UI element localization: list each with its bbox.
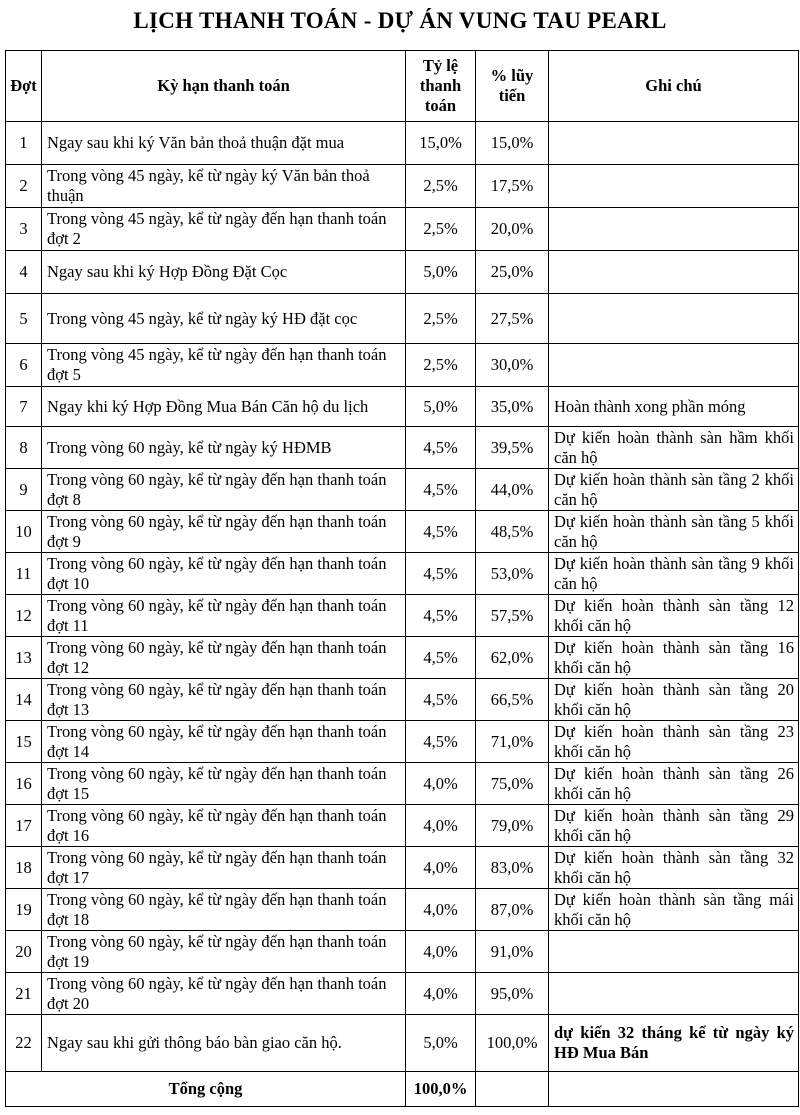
total-empty-cell [549, 1072, 799, 1107]
row-ky-han: Trong vòng 45 ngày, kể từ ngày ký Văn bản thoả thuận [42, 165, 406, 208]
table-row [6, 1015, 799, 1072]
row-ghi-chu: Dự kiến hoàn thành sàn tầng 20 khối căn hộ [549, 679, 799, 721]
row-ghi-chu: Dự kiến hoàn thành sàn hầm khối căn hộ [549, 427, 799, 469]
row-luy-tien: 39,5% [476, 427, 549, 469]
payment-schedule-table [5, 50, 799, 1107]
row-ky-han: Trong vòng 45 ngày, kể từ ngày ký HĐ đặt cọc [42, 294, 406, 344]
header-luy-tien: % lũy tiến [476, 51, 549, 122]
row-ty-le: 4,0% [406, 763, 476, 805]
row-dot: 20 [6, 931, 42, 973]
row-ty-le: 5,0% [406, 387, 476, 427]
row-ky-han: Trong vòng 60 ngày, kể từ ngày đến hạn thanh toán đợt 14 [42, 721, 406, 763]
table-row [6, 427, 799, 469]
table-row [6, 973, 799, 1015]
row-luy-tien: 71,0% [476, 721, 549, 763]
row-ky-han: Ngay sau khi ký Hợp Đồng Đặt Cọc [42, 251, 406, 294]
row-luy-tien: 15,0% [476, 122, 549, 165]
row-ky-han: Ngay sau khi gửi thông báo bàn giao căn hộ. [42, 1015, 406, 1072]
row-ky-han: Trong vòng 60 ngày, kể từ ngày đến hạn thanh toán đợt 17 [42, 847, 406, 889]
row-dot: 19 [6, 889, 42, 931]
row-luy-tien: 66,5% [476, 679, 549, 721]
row-ky-han: Trong vòng 60 ngày, kể từ ngày đến hạn thanh toán đợt 12 [42, 637, 406, 679]
row-ty-le: 5,0% [406, 1015, 476, 1072]
row-ghi-chu [549, 931, 799, 973]
table-row [6, 511, 799, 553]
row-ty-le: 4,5% [406, 553, 476, 595]
row-ghi-chu [549, 294, 799, 344]
row-luy-tien: 91,0% [476, 931, 549, 973]
row-ghi-chu: Hoàn thành xong phần móng [549, 387, 799, 427]
row-ghi-chu: Dự kiến hoàn thành sàn tầng 16 khối căn hộ [549, 637, 799, 679]
row-dot: 10 [6, 511, 42, 553]
row-dot: 21 [6, 973, 42, 1015]
row-dot: 11 [6, 553, 42, 595]
row-ky-han: Ngay khi ký Hợp Đồng Mua Bán Căn hộ du lịch [42, 387, 406, 427]
row-luy-tien: 87,0% [476, 889, 549, 931]
row-ky-han: Ngay sau khi ký Văn bản thoả thuận đặt mua [42, 122, 406, 165]
table-row [6, 294, 799, 344]
row-dot: 7 [6, 387, 42, 427]
row-ky-han: Trong vòng 60 ngày, kể từ ngày đến hạn thanh toán đợt 15 [42, 763, 406, 805]
row-ty-le: 4,5% [406, 679, 476, 721]
table-row [6, 931, 799, 973]
row-ky-han: Trong vòng 45 ngày, kể từ ngày đến hạn thanh toán đợt 2 [42, 208, 406, 251]
row-luy-tien: 20,0% [476, 208, 549, 251]
row-ghi-chu [549, 208, 799, 251]
row-ky-han: Trong vòng 60 ngày, kể từ ngày đến hạn thanh toán đợt 10 [42, 553, 406, 595]
row-ky-han: Trong vòng 60 ngày, kể từ ngày đến hạn thanh toán đợt 18 [42, 889, 406, 931]
header-ghi-chu: Ghi chú [549, 51, 799, 122]
row-ghi-chu: Dự kiến hoàn thành sàn tầng mái khối căn hộ [549, 889, 799, 931]
row-ty-le: 4,5% [406, 427, 476, 469]
row-luy-tien: 17,5% [476, 165, 549, 208]
row-dot: 4 [6, 251, 42, 294]
row-ky-han: Trong vòng 60 ngày, kể từ ngày đến hạn thanh toán đợt 16 [42, 805, 406, 847]
row-ky-han: Trong vòng 60 ngày, kể từ ngày đến hạn thanh toán đợt 11 [42, 595, 406, 637]
page-title: LỊCH THANH TOÁN - DỰ ÁN VUNG TAU PEARL [133, 8, 667, 33]
row-ty-le: 15,0% [406, 122, 476, 165]
header-ky-han: Kỳ hạn thanh toán [42, 51, 406, 122]
row-dot: 1 [6, 122, 42, 165]
table-row [6, 469, 799, 511]
row-ty-le: 2,5% [406, 165, 476, 208]
table-row [6, 387, 799, 427]
row-dot: 22 [6, 1015, 42, 1072]
row-ghi-chu [549, 251, 799, 294]
row-dot: 14 [6, 679, 42, 721]
row-luy-tien: 62,0% [476, 637, 549, 679]
row-luy-tien: 48,5% [476, 511, 549, 553]
table-row [6, 553, 799, 595]
table-body [6, 122, 799, 1072]
row-ghi-chu [549, 344, 799, 387]
row-ghi-chu [549, 973, 799, 1015]
row-dot: 12 [6, 595, 42, 637]
total-label: Tổng cộng [6, 1072, 406, 1107]
row-dot: 3 [6, 208, 42, 251]
row-ty-le: 4,5% [406, 595, 476, 637]
row-dot: 16 [6, 763, 42, 805]
row-ty-le: 4,5% [406, 469, 476, 511]
row-luy-tien: 57,5% [476, 595, 549, 637]
row-ty-le: 4,5% [406, 637, 476, 679]
row-dot: 6 [6, 344, 42, 387]
row-dot: 17 [6, 805, 42, 847]
row-ky-han: Trong vòng 60 ngày, kể từ ngày ký HĐMB [42, 427, 406, 469]
row-ghi-chu: Dự kiến hoàn thành sàn tầng 2 khối căn hộ [549, 469, 799, 511]
row-luy-tien: 35,0% [476, 387, 549, 427]
table-row [6, 208, 799, 251]
row-ty-le: 4,0% [406, 889, 476, 931]
row-luy-tien: 75,0% [476, 763, 549, 805]
row-dot: 15 [6, 721, 42, 763]
row-ghi-chu: Dự kiến hoàn thành sàn tầng 23 khối căn hộ [549, 721, 799, 763]
row-ky-han: Trong vòng 60 ngày, kể từ ngày đến hạn thanh toán đợt 9 [42, 511, 406, 553]
row-ky-han: Trong vòng 45 ngày, kể từ ngày đến hạn thanh toán đợt 5 [42, 344, 406, 387]
row-ty-le: 4,0% [406, 931, 476, 973]
table-row [6, 847, 799, 889]
row-ty-le: 2,5% [406, 344, 476, 387]
table-row [6, 637, 799, 679]
row-luy-tien: 53,0% [476, 553, 549, 595]
row-ky-han: Trong vòng 60 ngày, kể từ ngày đến hạn thanh toán đợt 20 [42, 973, 406, 1015]
table-row [6, 251, 799, 294]
row-ty-le: 2,5% [406, 294, 476, 344]
row-ky-han: Trong vòng 60 ngày, kể từ ngày đến hạn thanh toán đợt 8 [42, 469, 406, 511]
row-luy-tien: 30,0% [476, 344, 549, 387]
row-ty-le: 2,5% [406, 208, 476, 251]
header-ty-le: Tỷ lệ thanh toán [406, 51, 476, 122]
row-ty-le: 4,0% [406, 805, 476, 847]
row-ghi-chu: Dự kiến hoàn thành sàn tầng 9 khối căn hộ [549, 553, 799, 595]
row-ty-le: 4,0% [406, 973, 476, 1015]
table-row [6, 721, 799, 763]
row-luy-tien: 27,5% [476, 294, 549, 344]
row-ghi-chu: Dự kiến hoàn thành sàn tầng 32 khối căn hộ [549, 847, 799, 889]
total-empty-cell [476, 1072, 549, 1107]
row-dot: 13 [6, 637, 42, 679]
row-dot: 8 [6, 427, 42, 469]
table-row [6, 165, 799, 208]
total-row [6, 1072, 799, 1107]
header-dot: Đợt [6, 51, 42, 122]
table-row [6, 805, 799, 847]
row-dot: 9 [6, 469, 42, 511]
row-dot: 18 [6, 847, 42, 889]
row-ty-le: 4,0% [406, 847, 476, 889]
table-row [6, 344, 799, 387]
row-ty-le: 4,5% [406, 511, 476, 553]
table-header-row [6, 51, 799, 122]
row-luy-tien: 44,0% [476, 469, 549, 511]
row-luy-tien: 79,0% [476, 805, 549, 847]
table-row [6, 679, 799, 721]
row-ghi-chu [549, 122, 799, 165]
row-luy-tien: 83,0% [476, 847, 549, 889]
row-ghi-chu: Dự kiến hoàn thành sàn tầng 29 khối căn hộ [549, 805, 799, 847]
row-ghi-chu [549, 165, 799, 208]
row-ty-le: 4,5% [406, 721, 476, 763]
row-dot: 5 [6, 294, 42, 344]
row-luy-tien: 25,0% [476, 251, 549, 294]
row-luy-tien: 100,0% [476, 1015, 549, 1072]
total-value: 100,0% [406, 1072, 476, 1107]
table-row [6, 763, 799, 805]
row-ty-le: 5,0% [406, 251, 476, 294]
row-ky-han: Trong vòng 60 ngày, kể từ ngày đến hạn thanh toán đợt 13 [42, 679, 406, 721]
row-ghi-chu: dự kiến 32 tháng kể từ ngày ký HĐ Mua Bán [549, 1015, 799, 1072]
row-ghi-chu: Dự kiến hoàn thành sàn tầng 12 khối căn hộ [549, 595, 799, 637]
row-luy-tien: 95,0% [476, 973, 549, 1015]
row-ky-han: Trong vòng 60 ngày, kể từ ngày đến hạn thanh toán đợt 19 [42, 931, 406, 973]
table-row [6, 889, 799, 931]
row-dot: 2 [6, 165, 42, 208]
row-ghi-chu: Dự kiến hoàn thành sàn tầng 26 khối căn hộ [549, 763, 799, 805]
row-ghi-chu: Dự kiến hoàn thành sàn tầng 5 khối căn hộ [549, 511, 799, 553]
table-row [6, 595, 799, 637]
table-row [6, 122, 799, 165]
